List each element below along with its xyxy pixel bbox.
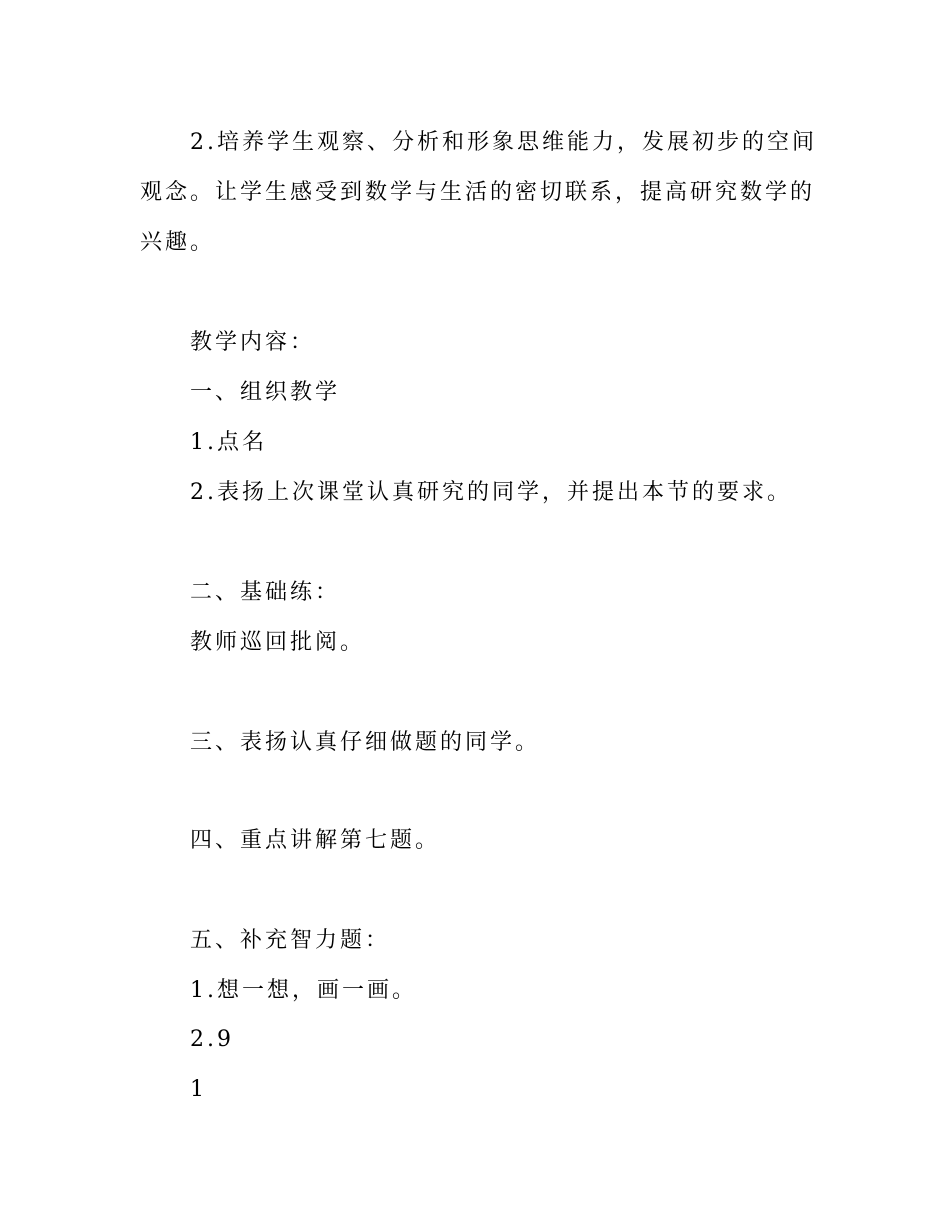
section-5-item-2: 2.9 <box>190 1027 234 1052</box>
section-1-item-2: 2.表扬上次课堂认真研究的同学，并提出本节的要求。 <box>190 480 792 505</box>
section-2-title: 二、基础练： <box>190 580 341 605</box>
section-4-title: 四、重点讲解第七题。 <box>190 828 441 853</box>
objective-2-line-3: 兴趣。 <box>140 230 216 255</box>
section-5-item-3: 1 <box>190 1077 207 1102</box>
objective-2-line-1: 2.培养学生观察、分析和形象思维能力，发展初步的空间 <box>190 130 817 155</box>
objective-2-line-2: 观念。让学生感受到数学与生活的密切联系，提高研究数学的 <box>140 180 816 205</box>
section-2-note: 教师巡回批阅。 <box>190 630 366 655</box>
content-heading: 教学内容： <box>190 330 316 355</box>
section-1-title: 一、组织教学 <box>190 380 341 405</box>
section-5-title: 五、补充智力题： <box>190 928 391 953</box>
section-5-item-1: 1.想一想，画一画。 <box>190 978 417 1003</box>
section-3-title: 三、表扬认真仔细做题的同学。 <box>190 730 541 755</box>
section-1-item-1: 1.点名 <box>190 430 267 455</box>
